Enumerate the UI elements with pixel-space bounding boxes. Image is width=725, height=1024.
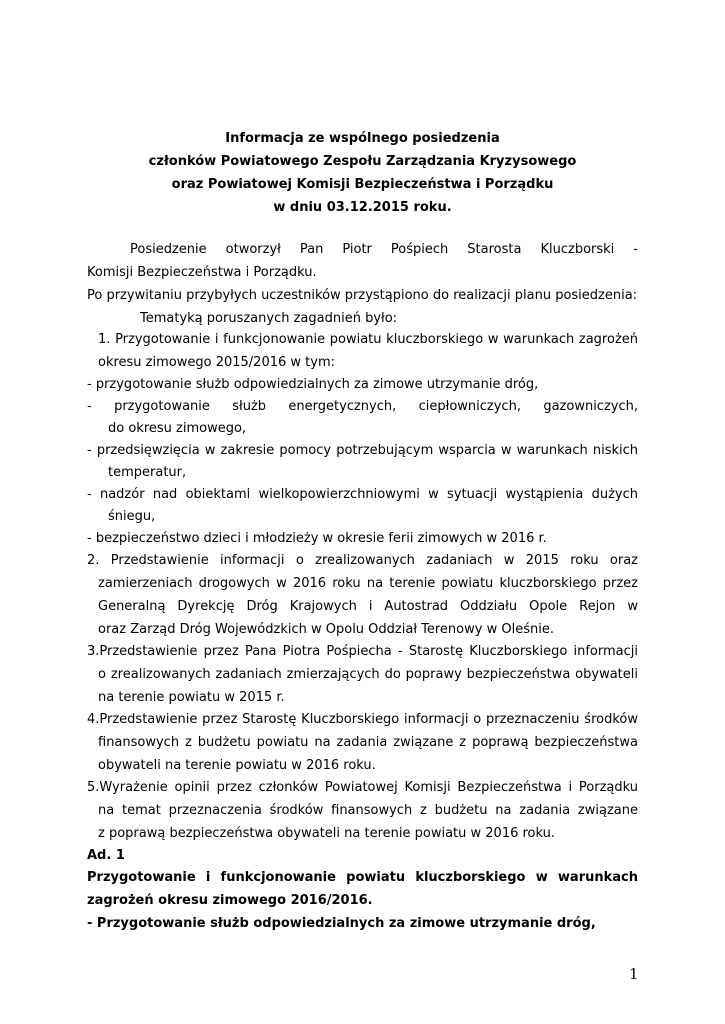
intro-line-4: Tematyką poruszanych zagadnień było: xyxy=(140,311,398,326)
bullet-1: - przygotowanie służb odpowiedzialnych za zimowe utrzymanie dróg, xyxy=(87,377,539,392)
item-5-line-1: 5.Wyrażenie opinii przez członków Powiatowej Komisji Bezpieczeństwa i Porządku xyxy=(87,780,638,795)
item-2-line-2: zamierzeniach drogowych w 2016 roku na terenie powiatu kluczborskiego przez xyxy=(98,576,638,591)
bullet-3-line-2: temperatur, xyxy=(108,465,187,480)
document-title xyxy=(0,127,725,219)
section-subheading-line-1: Przygotowanie i funkcjonowanie powiatu kluczborskiego w warunkach xyxy=(87,870,638,885)
item-4-line-3: obywateli na terenie powiatu w 2016 roku. xyxy=(98,758,376,773)
title-line-1: Informacja ze wspólnego posiedzenia xyxy=(225,131,500,146)
bullet-4-line-1: - nadzór nad obiektami wielkopowierzchniowymi w sytuacji wystąpienia dużych xyxy=(87,487,638,502)
title-line-3: oraz Powiatowej Komisji Bezpieczeństwa i Porządku xyxy=(171,177,554,192)
item-3-line-3: na terenie powiatu w 2015 r. xyxy=(98,690,285,705)
item-1-line-2: okresu zimowego 2015/2016 w tym: xyxy=(98,355,335,370)
page-number: 1 xyxy=(629,965,639,983)
item-5-line-2: na temat przeznaczenia środków finansowych z budżetu na zadania związane xyxy=(98,803,638,818)
item-1-line-1: 1. Przygotowanie i funkcjonowanie powiatu kluczborskiego w warunkach zagrożeń xyxy=(98,332,638,347)
section-heading: Ad. 1 xyxy=(87,848,125,863)
intro-line-1: Posiedzenie otworzył Pan Piotr Pośpiech Starosta Kluczborski - xyxy=(130,242,638,257)
bullet-4-line-2: śniegu, xyxy=(108,509,156,524)
item-3-line-1: 3.Przedstawienie przez Pana Piotra Pośpiecha - Starostę Kluczborskiego informacji xyxy=(87,644,638,659)
intro-line-3: Po przywitaniu przybyłych uczestników przystąpiono do realizacji planu posiedzenia: xyxy=(87,288,638,303)
bullet-3-line-1: - przedsięwzięcia w zakresie pomocy potrzebującym wsparcia w warunkach niskich xyxy=(87,443,638,458)
section-subheading-line-2: zagrożeń okresu zimowego 2016/2016. xyxy=(87,893,373,908)
bullet-2-line-2: do okresu zimowego, xyxy=(108,421,247,436)
item-2-line-4: oraz Zarząd Dróg Wojewódzkich w Opolu Oddział Terenowy w Oleśnie. xyxy=(98,622,554,637)
item-5-line-3: z poprawą bezpieczeństwa obywateli na terenie powiatu w 2016 roku. xyxy=(98,826,555,841)
item-4-line-2: finansowych z budżetu powiatu na zadania związane z poprawą bezpieczeństwa xyxy=(98,735,638,750)
item-2-line-1: 2. Przedstawienie informacji o zrealizowanych zadaniach w 2015 roku oraz xyxy=(87,553,638,568)
bullet-5: - bezpieczeństwo dzieci i młodzieży w okresie ferii zimowych w 2016 r. xyxy=(87,531,547,546)
bullet-2-line-1: - przygotowanie służb energetycznych, ciepłowniczych, gazowniczych, xyxy=(87,399,638,414)
intro-line-2: Komisji Bezpieczeństwa i Porządku. xyxy=(87,265,317,280)
section-subheading-line-3: - Przygotowanie służb odpowiedzialnych za zimowe utrzymanie dróg, xyxy=(87,916,596,931)
item-4-line-1: 4.Przedstawienie przez Starostę Kluczborskiego informacji o przeznaczeniu środków xyxy=(87,712,638,727)
item-3-line-2: o zrealizowanych zadaniach zmierzających do poprawy bezpieczeństwa obywateli xyxy=(98,667,638,682)
item-2-line-3: Generalną Dyrekcję Dróg Krajowych i Autostrad Oddziału Opole Rejon w xyxy=(98,599,638,614)
title-line-2: członków Powiatowego Zespołu Zarządzania Kryzysowego xyxy=(148,154,577,169)
title-line-4: w dniu 03.12.2015 roku. xyxy=(273,200,452,215)
